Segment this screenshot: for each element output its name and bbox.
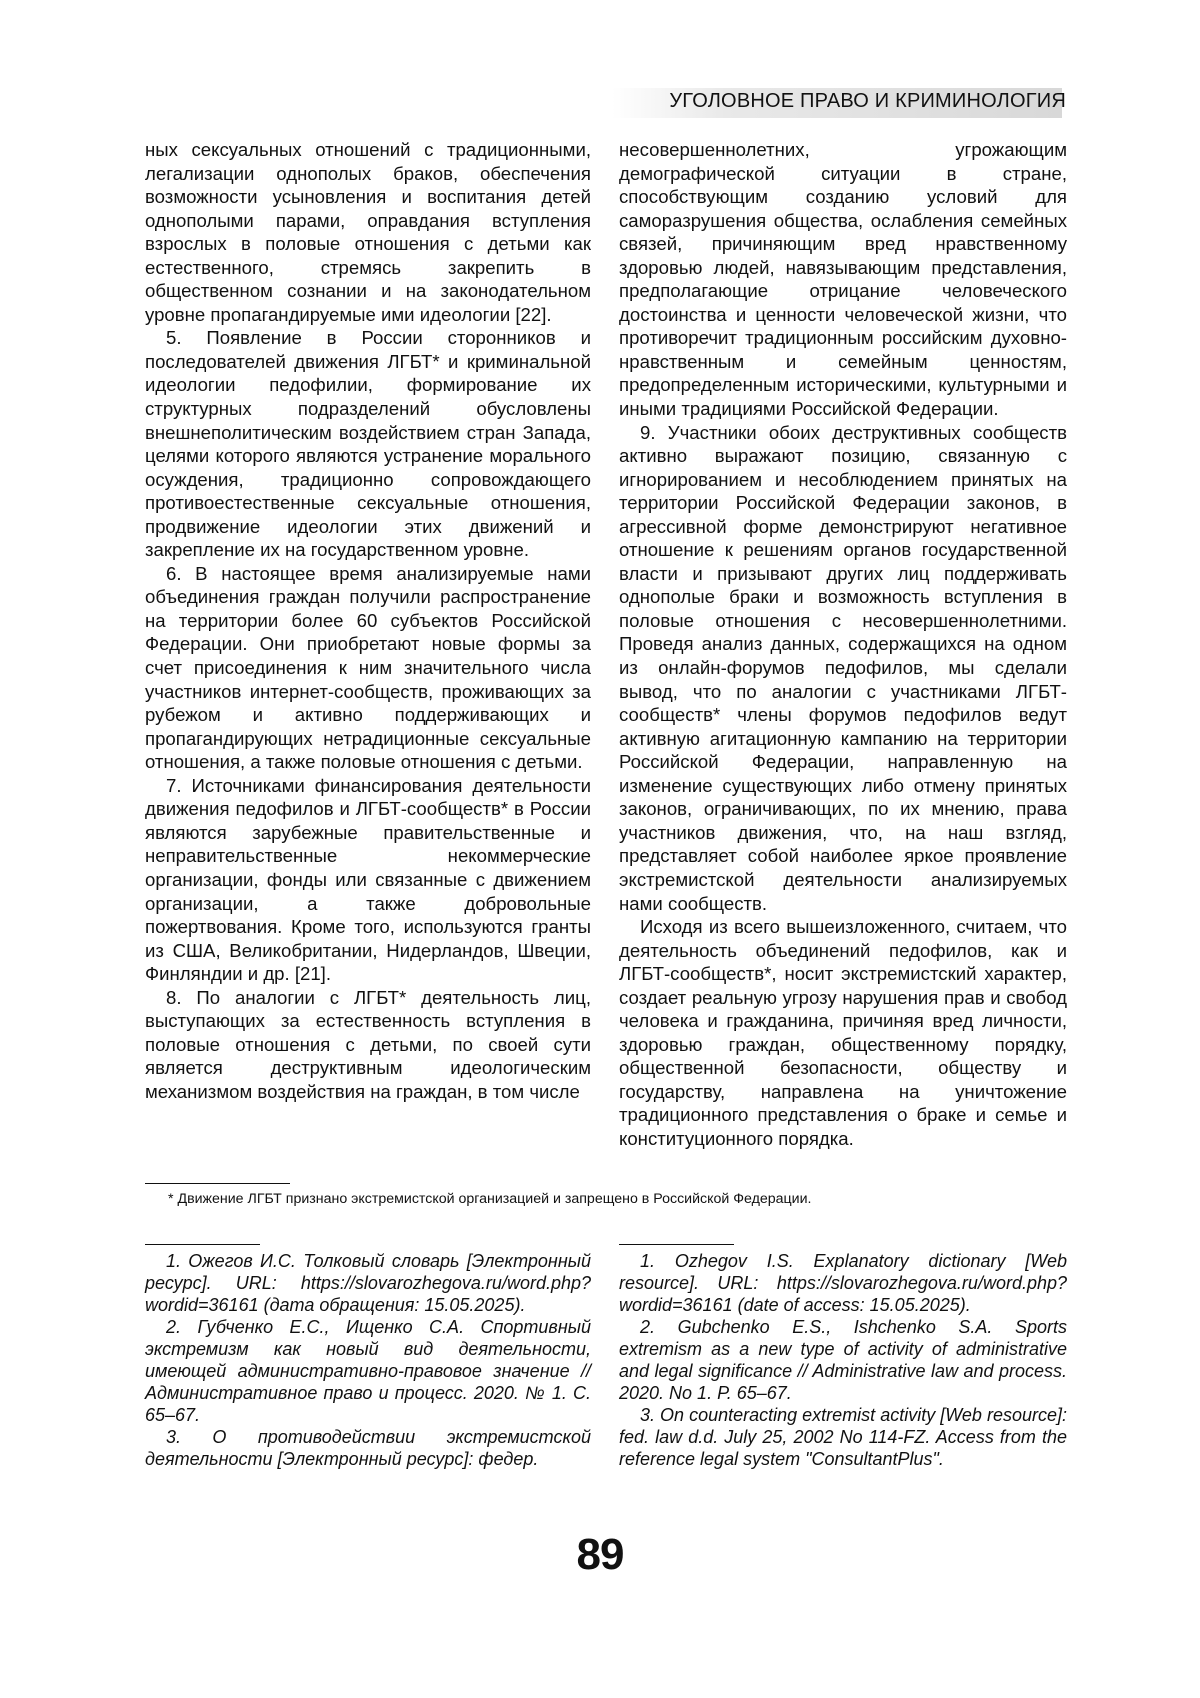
reference-item: 2. Gubchenko E.S., Ishchenko S.A. Sports extremism as a new type of activity of administrative and legal significance // Administrative law and process. 2020. No 1. P. 65–67.: [619, 1317, 1067, 1403]
paragraph: 6. В настоящее время анализируемые нами объединения граждан получили распространение на территории более 60 субъектов Российской Федерации. Они приобретают новые формы за счет присоединения к ним значительного числа участников интернет-сообществ, проживающих за рубежом и активно поддерживающих и пропагандирующих нетрадиционные сексуальные отношения, а также половые отношения с детьми.: [145, 562, 591, 773]
reference-item: 1. Ожегов И.С. Толковый словарь [Электронный ресурс]. URL: https://slovarozhegova.ru/word.php?wordid=36161 (дата обращения: 15.05.2025).: [145, 1251, 591, 1315]
right-column: [619, 138, 1067, 1151]
paragraph: 9. Участники обоих деструктивных сообществ активно выражают позицию, связанную с игнорированием и несоблюдением принятых на территории Российской Федерации законов, в агрессивной форме демонстрируют негативное отношение к решениям органов государственной власти и призывают других лиц поддерживать однополые браки и возможность вступления в половые отношения с несовершеннолетними. Проведя анализ данных, содержащихся на одном из онлайн-форумов педофилов, мы сделали вывод, что по аналогии с участниками ЛГБТ-сообществ* члены форумов педофилов ведут активную агитационную кампанию на территории Российской Федерации, направленную на изменение существующих либо отмену принятых законов, ограничивающих, по их мнению, права участников движения, что, на наш взгляд, представляет собой наиболее яркое проявление экстремистской деятельности анализируемых нами сообществ.: [619, 421, 1067, 914]
references-russian: [145, 1250, 591, 1470]
reference-item: 3. О противодействии экстремистской деятельности [Электронный ресурс]: федер.: [145, 1427, 591, 1469]
footnote: * Движение ЛГБТ признано экстремистской организацией и запрещено в Российской Федерации.: [168, 1191, 812, 1207]
section-title: УГОЛОВНОЕ ПРАВО И КРИМИНОЛОГИЯ: [669, 90, 1066, 112]
left-column: [145, 138, 591, 1103]
paragraph: Исходя из всего вышеизложенного, считаем, что деятельность объединений педофилов, как и ЛГБТ-сообществ*, носит экстремистский характер, создает реальную угрозу нарушения прав и свобод человека и гражданина, причиняя вред личности, здоровью граждан, общественному порядку, общественной безопасности, обществу и государству, направлена на уничтожение традиционного представления о браке и семье и конституционного порядка.: [619, 916, 1067, 1149]
paragraph: 5. Появление в России сторонников и последователей движения ЛГБТ* и криминальной идеологии педофилии, формирование их структурных подразделений обусловлены внешнеполитическим воздействием стран Запада, целями которого являются устранение морального осуждения, традиционно сопровождающего противоестественные сексуальные отношения, продвижение идеологии этих движений и закрепление их на государственном уровне.: [145, 327, 591, 561]
footnote-rule: [145, 1183, 290, 1184]
references-english: [619, 1250, 1067, 1470]
paragraph: 7. Источниками финансирования деятельности движения педофилов и ЛГБТ-сообществ* в России являются зарубежные правительственные и неправительственные некоммерческие организации, фонды или связанные с движением организации, а также добровольные пожертвования. Кроме того, используются гранты из США, Великобритании, Нидерландов, Швеции, Финляндии и др. [21].: [145, 774, 591, 985]
reference-item: 3. On counteracting extremist activity [Web resource]: fed. law d.d. July 25, 2002 No 114-FZ. Access from the reference legal system "ConsultantPlus".: [619, 1405, 1067, 1469]
paragraph: 8. По аналогии с ЛГБТ* деятельность лиц, выступающих за естественность вступления в половые отношения с детьми, по своей сути является деструктивным идеологическим механизмом воздействия на граждан, в том числе: [145, 986, 591, 1102]
reference-item: 2. Губченко Е.С., Ищенко С.А. Спортивный экстремизм как новый вид деятельности, имеющей административно-правовое значение // Административное право и процесс. 2020. № 1. С. 65–67.: [145, 1317, 591, 1425]
paragraph: несовершеннолетних, угрожающим демографической ситуации в стране, способствующим созданию условий для саморазрушения общества, ослабления семейных связей, причиняющим вред нравственному здоровью людей, навязывающим представления, предполагающие отрицание человеческого достоинства и ценности человеческой жизни, что противоречит традиционным российским духовно-нравственным и семейным ценностям, предопределенным историческими, культурными и иными традициями Российской Федерации.: [619, 139, 1067, 420]
paragraph: ных сексуальных отношений с традиционными, легализации однополых браков, обеспечения возможности усыновления и воспитания детей однополыми парами, оправдания вступления взрослых в половые отношения с детьми как естественного, стремясь закрепить в общественном сознании и на законодательном уровне пропагандируемые ими идеологии [22].: [145, 139, 591, 325]
reference-item: 1. Ozhegov I.S. Explanatory dictionary [Web resource]. URL: https://slovarozhegova.ru/word.php?wordid=36161 (date of access: 15.05.2025).: [619, 1251, 1067, 1315]
page-number: 89: [576, 1530, 624, 1579]
references-rule-right: [619, 1244, 734, 1245]
references-rule-left: [145, 1244, 260, 1245]
